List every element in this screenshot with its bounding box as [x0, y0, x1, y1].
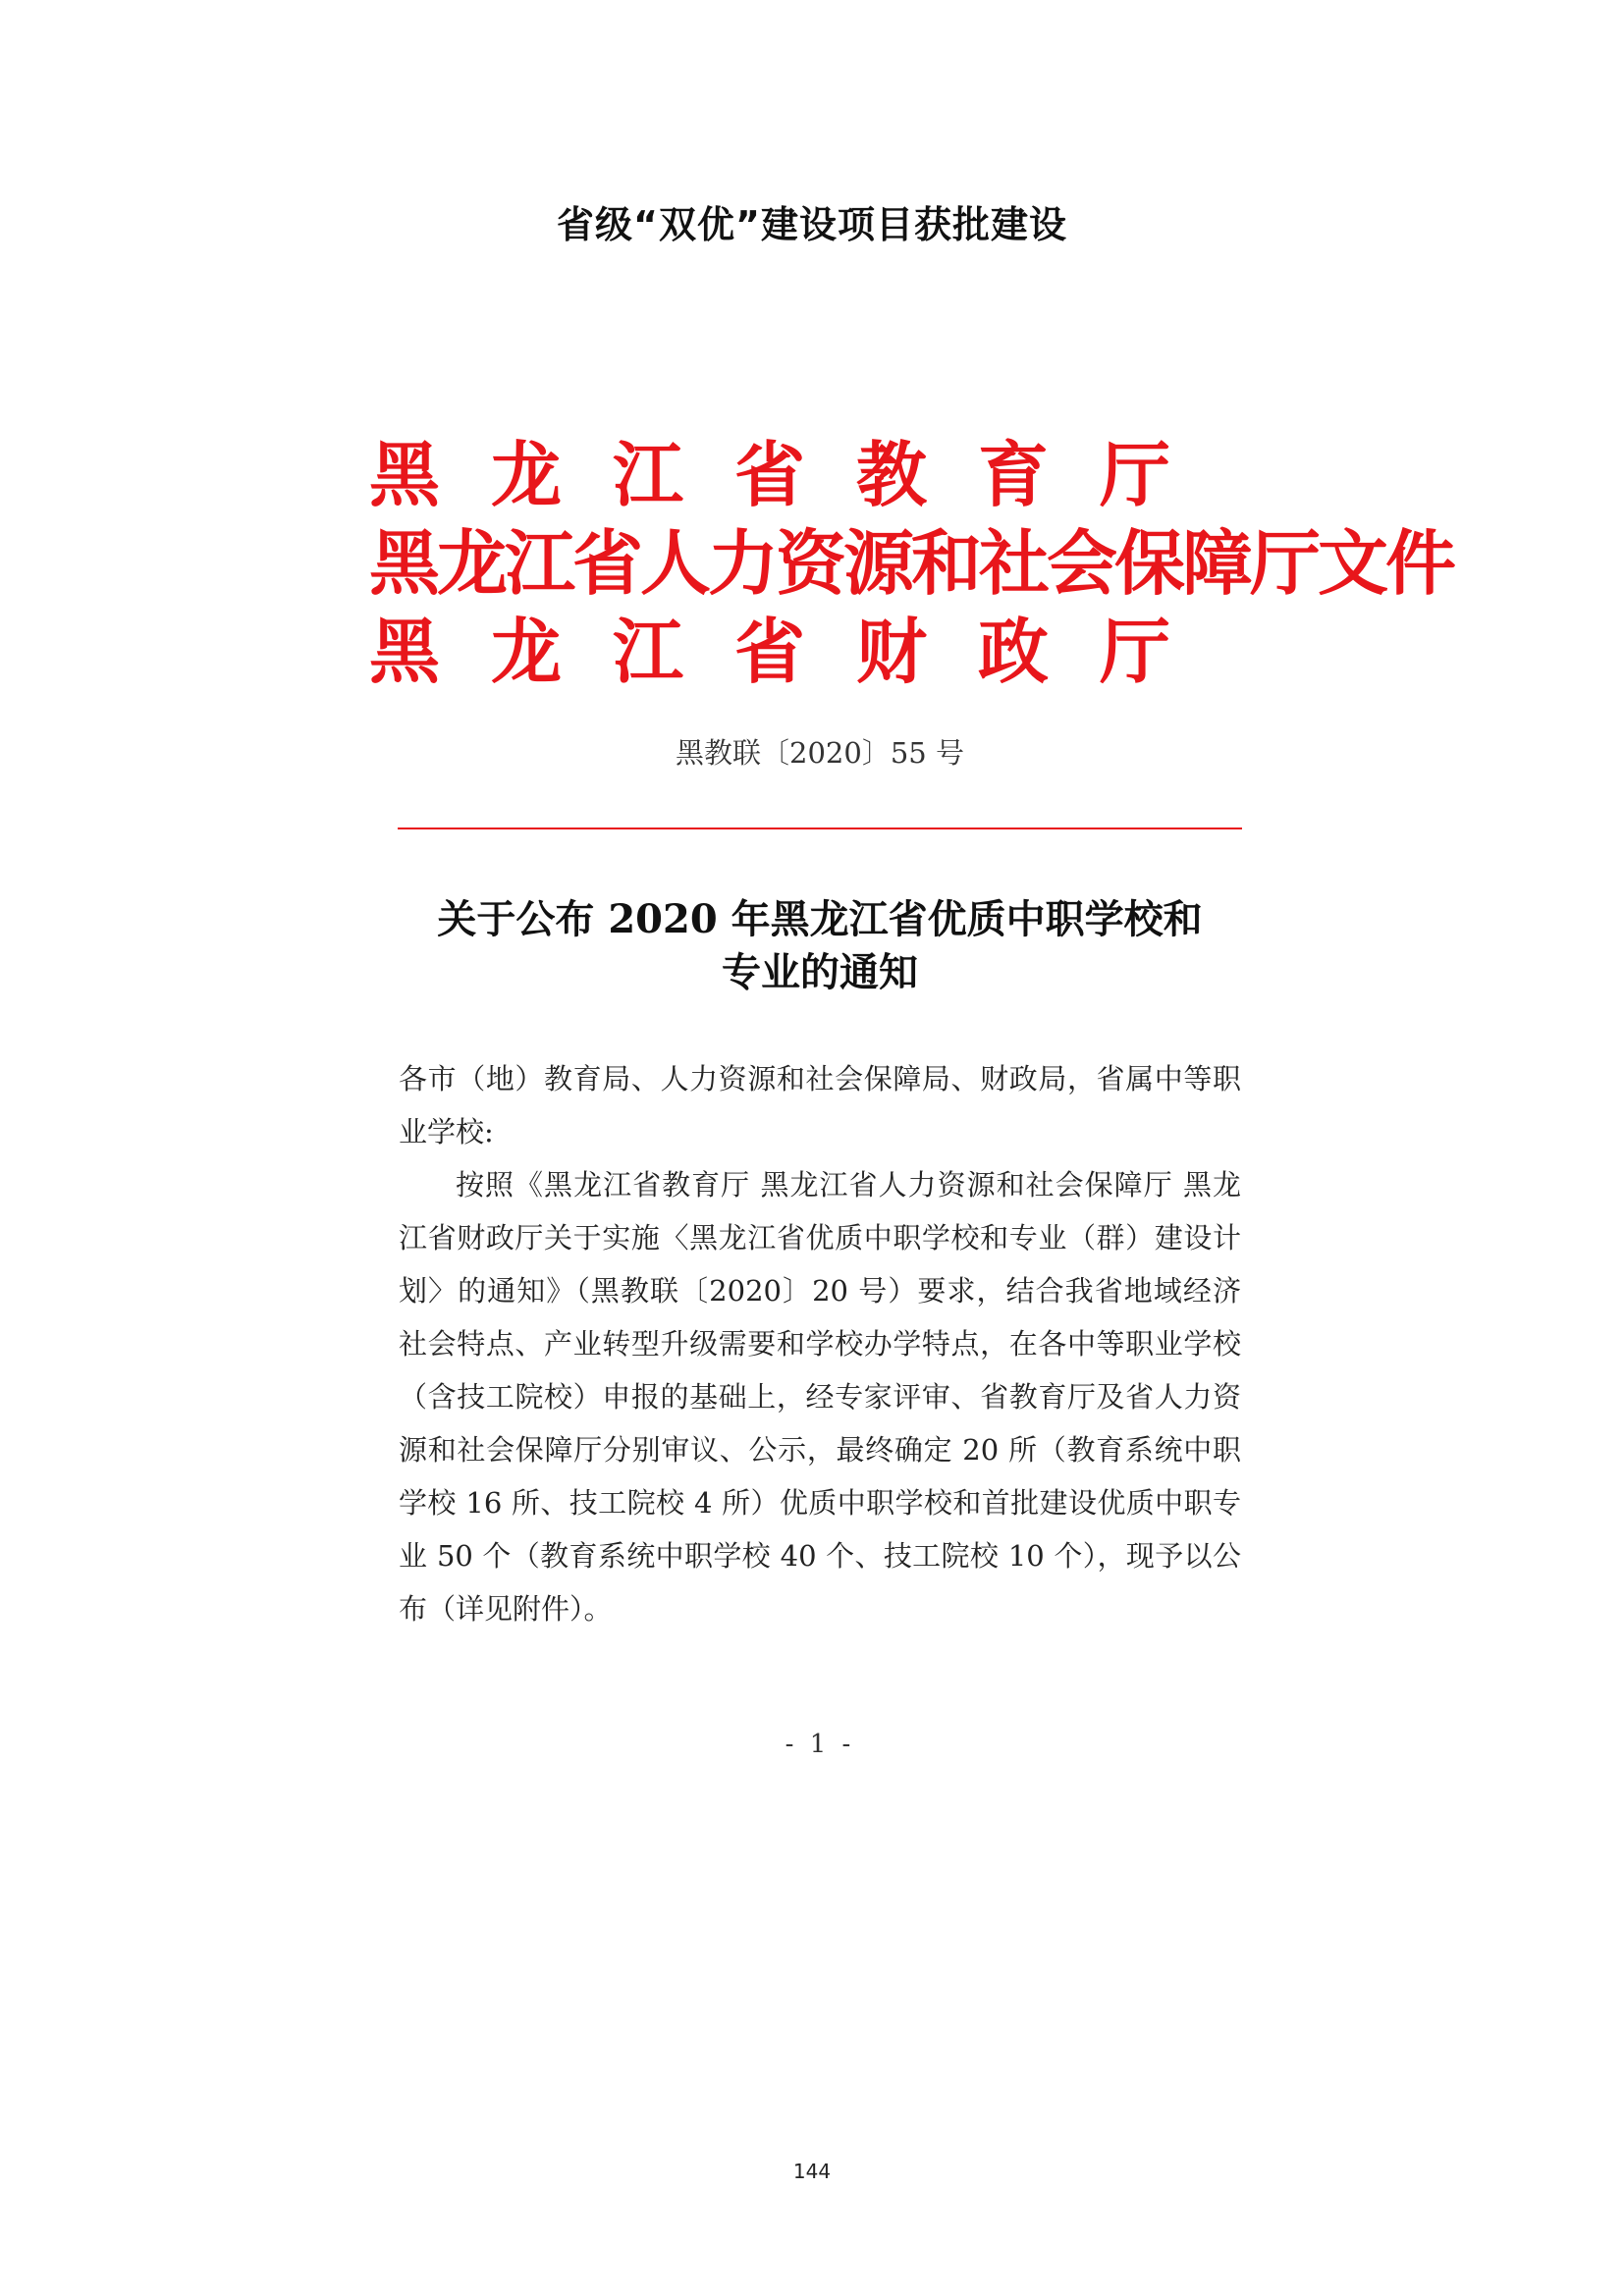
- agency-line-hr-social-security: 黑龙江省人力资源和社会保障厅文件: [369, 521, 1454, 605]
- notice-title-line-2: 专业的通知: [722, 949, 918, 995]
- scanned-document: [363, 432, 1454, 1767]
- agency-line-education: 黑龙江省教育厅: [369, 433, 1222, 516]
- red-divider: [398, 828, 1242, 829]
- notice-title-line-1: 关于公布 2020 年黑龙江省优质中职学校和: [437, 896, 1203, 942]
- body-paragraph: 按照《黑龙江省教育厅 黑龙江省人力资源和社会保障厅 黑龙江省财政厅关于实施〈黑龙江省优质中职学校和专业（群）建设计划〉的通知》（黑教联〔2020〕20 号）要求，结合我省地域经济社会特点、产业转型升级需要和学校办学特点，在各中等职业学校（含技工院校）申报的基础上，经专家评审、省教育厅及省人力资源和社会保障厅分别审议、公示，最终确定 20 所（教育系统中职学校 16 所、技工院校 4 所）优质中职学校和首批建设优质中职专业 50 个（教育系统中职学校 40 个、技工院校 10 个），现予以公布（详见附件）。: [399, 1168, 1241, 1626]
- notice-title: [363, 893, 1276, 999]
- scan-page-number: - 1 -: [785, 1730, 855, 1759]
- document-number: 黑教联〔2020〕55 号: [676, 736, 964, 770]
- salutation: 各市（地）教育局、人力资源和社会保障局、财政局，省属中等职业学校:: [399, 1062, 1241, 1148]
- agency-line-finance: 黑龙江省财政厅: [369, 610, 1222, 693]
- notice-body: [399, 1052, 1241, 1635]
- footer-page-number: 144: [792, 2160, 832, 2183]
- page-heading: 省级“双优”建设项目获批建设: [557, 203, 1067, 246]
